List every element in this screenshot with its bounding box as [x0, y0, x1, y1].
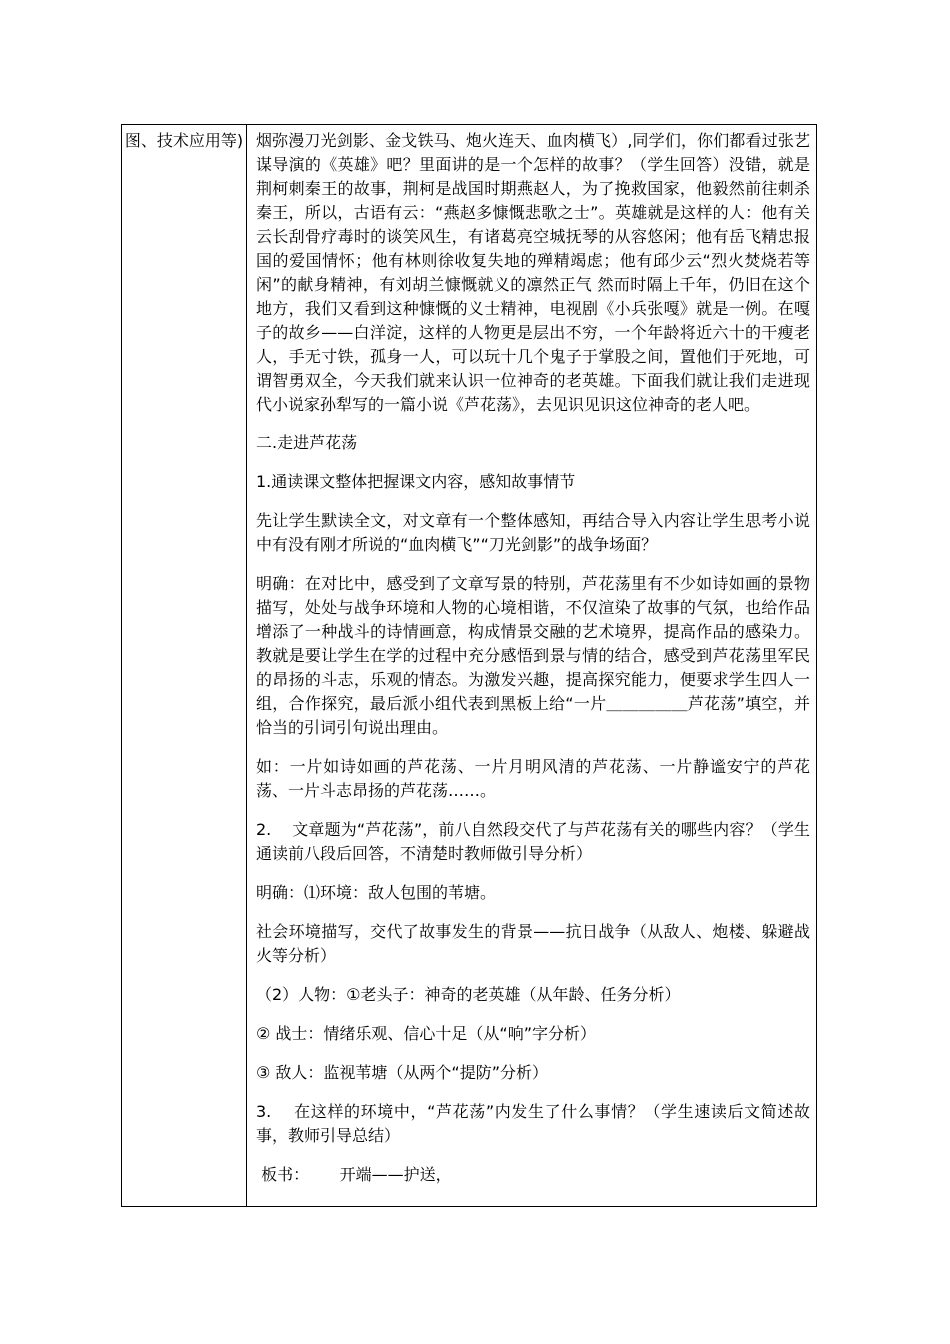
step-1-heading: 1.通读课文整体把握课文内容，感知故事情节 — [256, 472, 576, 491]
step-2-question: 2. 文章题为“芦花荡”，前八自然段交代了与芦花荡有关的哪些内容？（学生通读前八段后回答，不清楚时教师做引导分析） — [256, 820, 810, 863]
blackboard-note: 板书： 开端——护送， — [256, 1165, 452, 1184]
step-2-social-environment: 社会环境描写，交代了故事发生的背景——抗日战争（从敌人、炮楼、躲避战火等分析） — [256, 922, 810, 965]
step-1-examples: 如：一片如诗如画的芦花荡、一片月明风清的芦花荡、一片静谧安宁的芦花荡、一片斗志昂扬的芦花荡……。 — [256, 757, 810, 800]
step-1-clarification: 明确：在对比中，感受到了文章写景的特别，芦花荡里有不少如诗如画的景物描写，处处与战争环境和人物的心境相谐，不仅渲染了故事的气氛，也给作品增添了一种战斗的诗情画意，构成情景交融的艺术境界，提高作品的感染力。教就是要让学生在学的过程中充分感悟到景与情的结合，感受到芦花荡里军民的昂扬的斗志，乐观的情态。为激发兴趣，提高探究能力，便要求学生四人一组，合作探究，最后派小组代表到黑板上给“一片＿＿＿＿＿芦花荡”填空，并恰当的引词引句说出理由。 — [256, 574, 810, 737]
section-heading: 二.走进芦花荡 — [256, 433, 358, 452]
section-label-cell — [122, 125, 247, 1206]
content-cell — [247, 125, 816, 1206]
lesson-table — [121, 124, 817, 1207]
step-1-instruction: 先让学生默读全文，对文章有一个整体感知，再结合导入内容让学生思考小说中有没有刚才所说的“血肉横飞”“刀光剑影”的战争场面？ — [256, 511, 810, 554]
step-2-environment: 明确：⑴环境：敌人包围的苇塘。 — [256, 883, 497, 902]
section-label: 图、技术应用等) — [124, 131, 244, 150]
step-3-question: 3. 在这样的环境中，“芦花荡”内发生了什么事情？（学生速读后文简述故事，教师引导总结） — [256, 1102, 810, 1145]
step-2-soldiers: ② 战士：情绪乐观、信心十足（从“响”字分析） — [256, 1024, 597, 1043]
step-2-characters: （2）人物：①老头子：神奇的老英雄（从年龄、任务分析） — [256, 985, 681, 1004]
intro-paragraph: 烟弥漫刀光剑影、金戈铁马、炮火连天、血肉横飞）,同学们，你们都看过张艺谋导演的《英雄》吧？里面讲的是一个怎样的故事？（学生回答）没错，就是荆柯刺秦王的故事，荆柯是战国时期燕赵人，为了挽救国家，他毅然前往刺杀秦王，所以，古语有云：“燕赵多慷慨悲歌之士”。英雄就是这样的人：他有关云长刮骨疗毒时的谈笑风生，有诸葛亮空城抚琴的从容悠闲；他有岳飞精忠报国的爱国情怀；他有林则徐收复失地的殚精竭虑；他有邱少云“烈火焚烧若等闲”的献身精神，有刘胡兰慷慨就义的凛然正气 然而时隔上千年，仍旧在这个地方，我们又看到这种慷慨的义士精神，电视剧《小兵张嘎》就是一例。在嘎子的故乡——白洋淀，这样的人物更是层出不穷，一个年龄将近六十的干瘦老人，手无寸铁，孤身一人，可以玩十几个鬼子于掌股之间，置他们于死地，可谓智勇双全，今天我们就来认识一位神奇的老英雄。下面我们就让我们走进现代小说家孙犁写的一篇小说《芦花荡》，去见识见识这位神奇的老人吧。 — [256, 131, 810, 414]
step-2-enemies: ③ 敌人：监视苇塘（从两个“提防”分析） — [256, 1063, 549, 1082]
